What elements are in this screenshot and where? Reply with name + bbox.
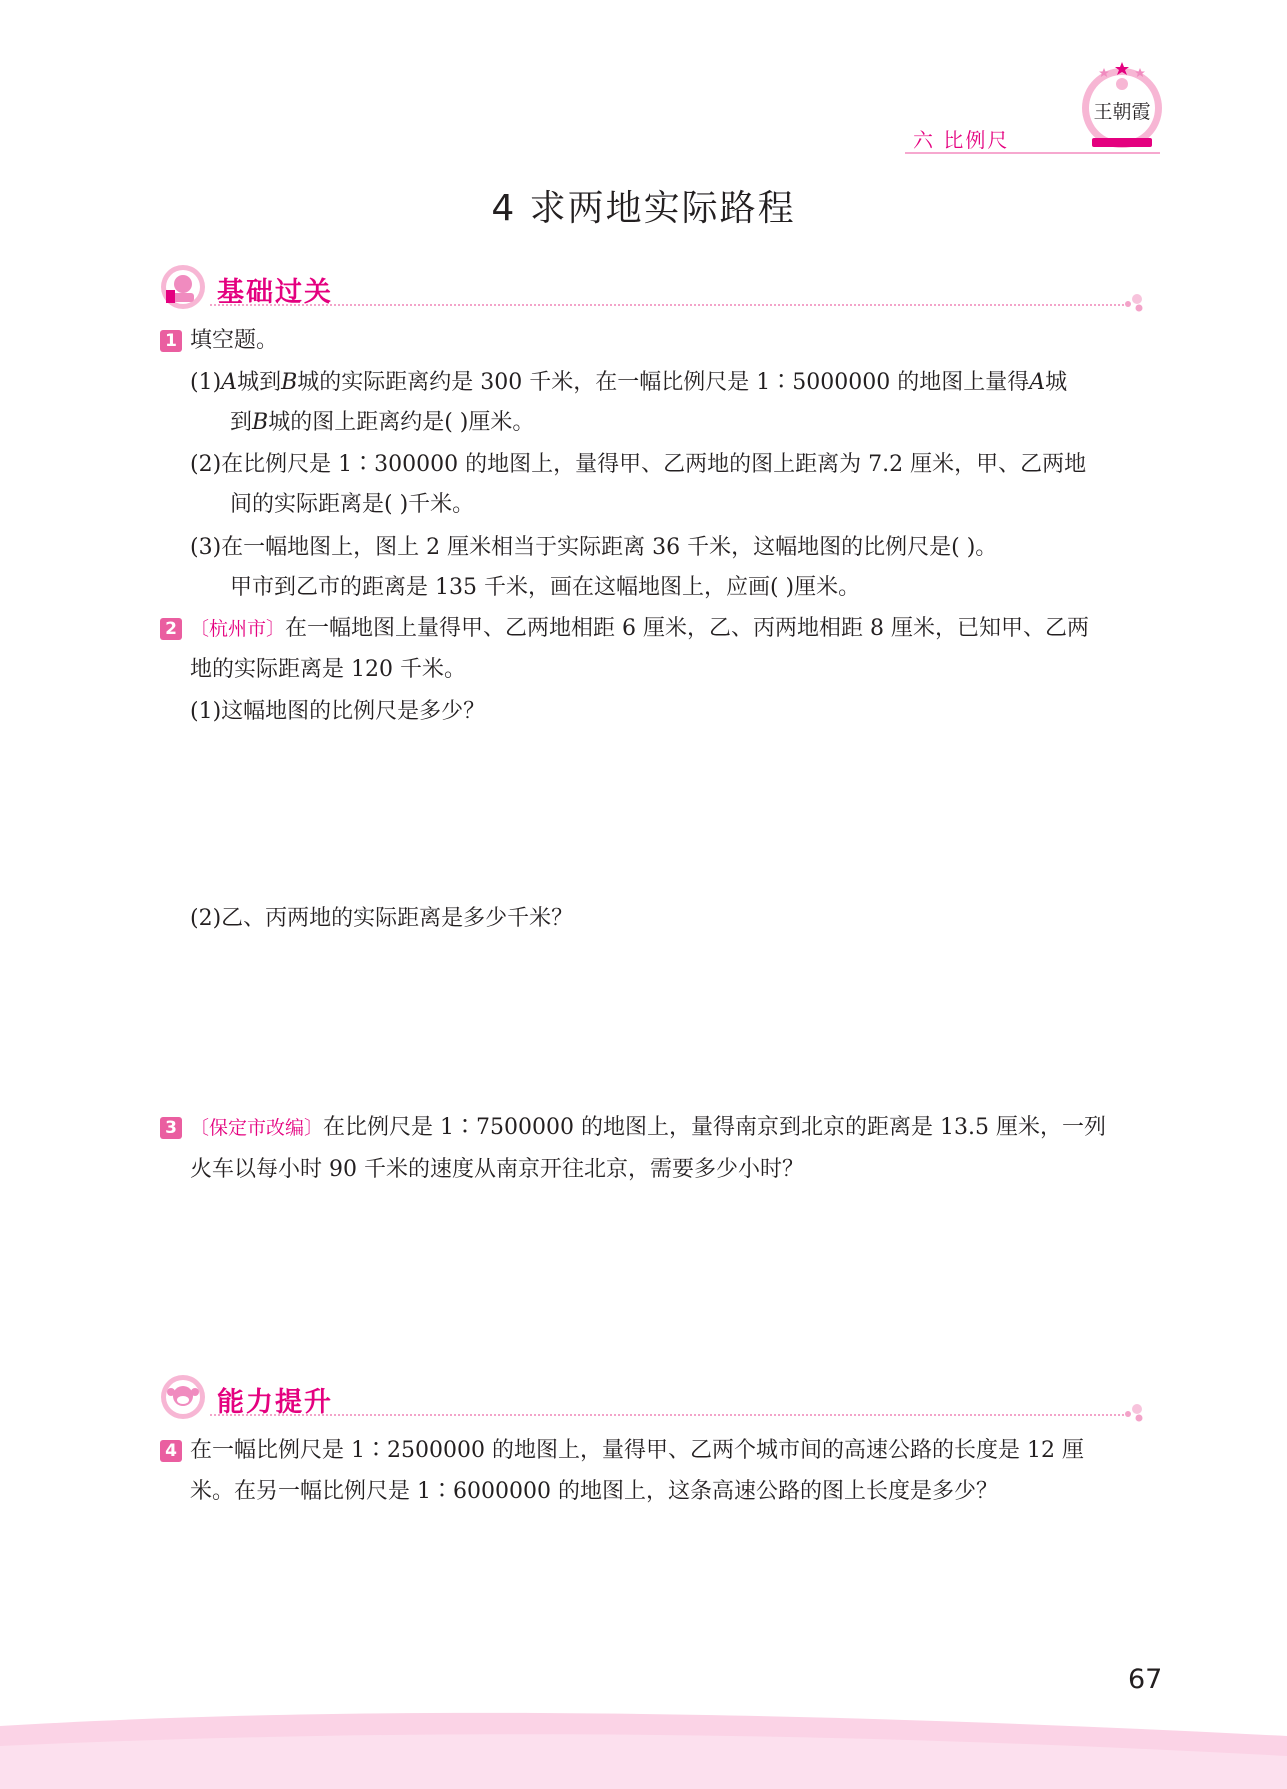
section-header-basic bbox=[160, 264, 1150, 316]
q3-line1 bbox=[190, 1113, 1106, 1143]
q1-part2-line2[interactable]: 间的实际距离是( )千米。 bbox=[230, 492, 475, 517]
q1-part1-answer-blank[interactable]: 城的图上距离约是( )厘米。 bbox=[268, 410, 535, 435]
q1-part2-line1: (2)在比例尺是 1∶300000 的地图上，量得甲、乙两地的图上距离为 7.2 厘米，甲、乙两地 bbox=[190, 452, 1087, 477]
bubble-decoration-icon bbox=[1122, 1402, 1150, 1424]
q2-sub1: (1)这幅地图的比例尺是多少？ bbox=[190, 699, 486, 724]
question-number-4: 4 bbox=[160, 1440, 182, 1462]
q1-part1-text: 到 bbox=[230, 410, 253, 435]
question-number-2: 2 bbox=[160, 618, 182, 640]
monkey-emblem-icon bbox=[160, 1374, 206, 1420]
page-title: 4 求两地实际路程 bbox=[491, 188, 796, 229]
chapter-underline bbox=[905, 152, 1160, 154]
dotted-divider bbox=[210, 304, 1128, 306]
chapter-label: 六 比例尺 bbox=[913, 128, 1010, 152]
q2-source-tag: 〔杭州市〕 bbox=[190, 618, 286, 640]
q1-part1-line2 bbox=[230, 408, 534, 438]
q1-part1-text: 城的实际距离约是 300 千米，在一幅比例尺是 1∶5000000 的地图上量得 bbox=[297, 370, 1030, 395]
section-title-basic: 基础过关 bbox=[217, 277, 333, 308]
section-title-advanced: 能力提升 bbox=[217, 1387, 333, 1418]
footer-decoration bbox=[0, 1706, 1287, 1789]
q3-line2: 火车以每小时 90 千米的速度从南京开往北京，需要多少小时？ bbox=[190, 1157, 804, 1182]
brand-logo bbox=[1074, 56, 1170, 152]
q3-text: 在比例尺是 1∶7500000 的地图上，量得南京到北京的距离是 13.5 厘米，一列 bbox=[323, 1115, 1106, 1140]
q1-part1-text: 城到 bbox=[237, 370, 282, 395]
q1-part1-text: 城 bbox=[1045, 370, 1068, 395]
question-number-1: 1 bbox=[160, 330, 182, 352]
q4-line1: 在一幅比例尺是 1∶2500000 的地图上，量得甲、乙两个城市间的高速公路的长度是 12 厘 bbox=[190, 1438, 1084, 1463]
dotted-divider bbox=[210, 1414, 1128, 1416]
q1-var-a: A bbox=[1029, 370, 1046, 395]
q2-line1 bbox=[190, 614, 1089, 644]
logo-text: 王朝霞 bbox=[1093, 101, 1151, 123]
q1-var-a: A bbox=[221, 370, 238, 395]
q3-source-tag: 〔保定市改编〕 bbox=[190, 1117, 324, 1139]
q4-line2: 米。在另一幅比例尺是 1∶6000000 的地图上，这条高速公路的图上长度是多少？ bbox=[190, 1479, 998, 1504]
bubble-decoration-icon bbox=[1122, 292, 1150, 314]
q2-sub2: (2)乙、丙两地的实际距离是多少千米？ bbox=[190, 906, 574, 931]
q1-part1-num: (1) bbox=[190, 370, 222, 395]
page-number: 67 bbox=[1128, 1664, 1163, 1695]
student-emblem-icon bbox=[160, 264, 206, 310]
q1-var-b: B bbox=[281, 370, 298, 395]
q1-part3-line1[interactable]: (3)在一幅地图上，图上 2 厘米相当于实际距离 36 千米，这幅地图的比例尺是( )。 bbox=[190, 535, 998, 560]
section-header-advanced bbox=[160, 1374, 1150, 1426]
q2-line2: 地的实际距离是 120 千米。 bbox=[190, 657, 466, 682]
q1-var-b: B bbox=[252, 410, 269, 435]
q2-text: 在一幅地图上量得甲、乙两地相距 6 厘米，乙、丙两地相距 8 厘米，已知甲、乙两 bbox=[285, 616, 1089, 641]
question-number-3: 3 bbox=[160, 1117, 182, 1139]
q1-part1-line1 bbox=[190, 368, 1067, 398]
q1-part3-line2[interactable]: 甲市到乙市的距离是 135 千米，画在这幅地图上，应画( )厘米。 bbox=[230, 575, 861, 600]
q1-stem: 填空题。 bbox=[190, 328, 279, 353]
